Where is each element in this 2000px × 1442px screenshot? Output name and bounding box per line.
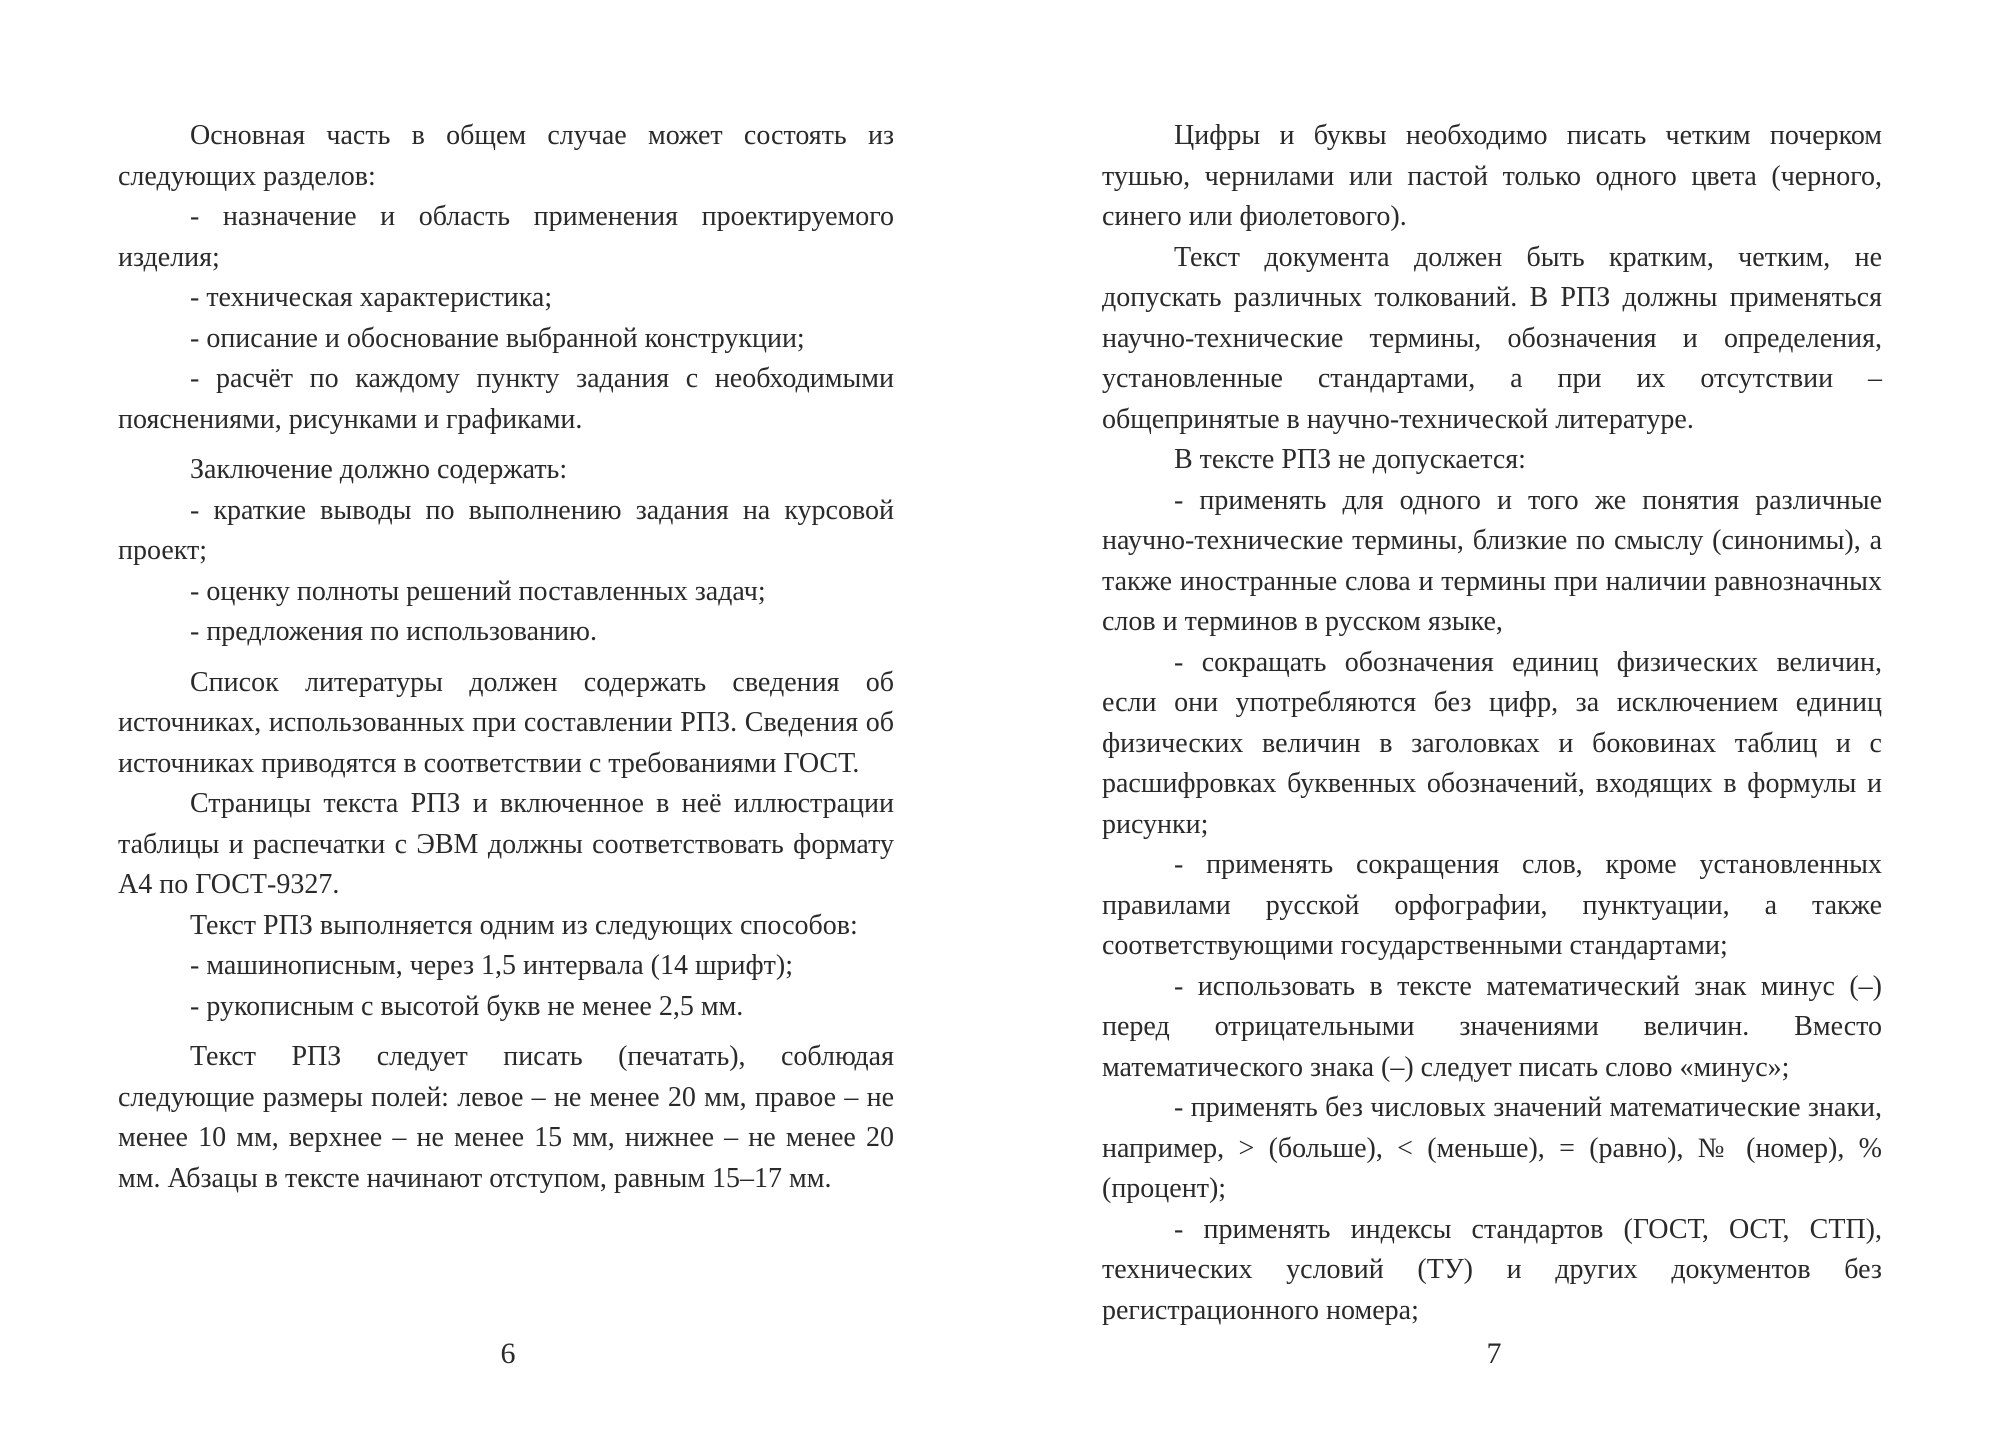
page-number: 6 bbox=[500, 1337, 516, 1370]
list-item: - техническая характеристика; bbox=[190, 282, 553, 313]
list-item: - описание и обоснование выбранной конструкции; bbox=[190, 322, 805, 354]
list-item: - сокращать обозначения единиц физических величин, если они употребляются без цифр, за исключением единиц физических величин в заголовках и боковинах таблиц и с расшифровках буквенных обозначений, входящих в формулы и рисунки; bbox=[1102, 646, 1882, 840]
paragraph: Текст РПЗ следует писать (печатать), соблюдая следующие размеры полей: левое – не менее 20 мм, правое – не менее 10 мм, верхнее – не менее 15 мм, нижнее – не менее 20 мм. Абзацы в тексте начинают отступом, равным 15–17 мм. bbox=[118, 1041, 894, 1194]
page-number: 7 bbox=[1486, 1337, 1502, 1370]
list-item: - машинописным, через 1,5 интервала (14 шрифт); bbox=[190, 950, 793, 981]
list-item: - использовать в тексте математический знак минус (–) перед отрицательными значениями величин. Вместо математического знака (–) следует писать слово «минус»; bbox=[1102, 970, 1882, 1083]
list-item: - предложения по использованию. bbox=[190, 616, 597, 647]
list-item: - расчёт по каждому пункту задания с необходимыми пояснениями, рисунками и графиками. bbox=[118, 363, 894, 435]
list-item: - применять сокращения слов, кроме установленных правилами русской орфографии, пунктуации, а также соответствующими государственными стандартами; bbox=[1102, 849, 1882, 961]
list-item: - применять индексы стандартов (ГОСТ, ОСТ, СТП), технических условий (ТУ) и других документов без регистрационного номера; bbox=[1102, 1213, 1882, 1326]
list-item: - назначение и область применения проектируемого изделия; bbox=[118, 201, 894, 273]
paragraph: Цифры и буквы необходимо писать четким почерком тушью, чернилами или пастой только одного цвета (черного, синего или фиолетового). bbox=[1102, 120, 1882, 232]
list-item: - применять для одного и того же понятия различные научно-технические термины, близкие по смыслу (синонимы), а также иностранные слова и термины при наличии равнозначных слов и терминов в русском языке, bbox=[1102, 484, 1882, 637]
paragraph: Текст документа должен быть кратким, четким, не допускать различных толкований. В РПЗ должны применяться научно-технические термины, обозначения и определения, установленные стандартами, а при их отсутствии – общепринятые в научно-технической литературе. bbox=[1102, 241, 1882, 435]
list-item: - применять без числовых значений математические знаки, например, > (больше), < (меньше), = (равно), № (номер), % (процент); bbox=[1102, 1092, 1882, 1204]
list-item: - оценку полноты решений поставленных задач; bbox=[190, 575, 766, 607]
paragraph: Текст РПЗ выполняется одним из следующих способов: bbox=[190, 909, 858, 941]
left-page bbox=[118, 116, 894, 1199]
paragraph: Список литературы должен содержать сведения об источниках, использованных при составлении РПЗ. Сведения об источниках приводятся в соответствии с требованиями ГОСТ. bbox=[118, 666, 894, 779]
list-item: - краткие выводы по выполнению задания на курсовой проект; bbox=[118, 494, 894, 566]
paragraph: Страницы текста РПЗ и включенное в неё иллюстрации таблицы и распечатки с ЭВМ должны соответствовать формату А4 по ГОСТ-9327. bbox=[118, 788, 894, 900]
paragraph: В тексте РПЗ не допускается: bbox=[1174, 444, 1526, 475]
paragraph: Заключение должно содержать: bbox=[190, 454, 568, 485]
paragraph: Основная часть в общем случае может состоять из следующих разделов: bbox=[118, 120, 894, 192]
list-item: - рукописным с высотой букв не менее 2,5 мм. bbox=[190, 990, 744, 1022]
right-page bbox=[1102, 116, 1882, 1331]
